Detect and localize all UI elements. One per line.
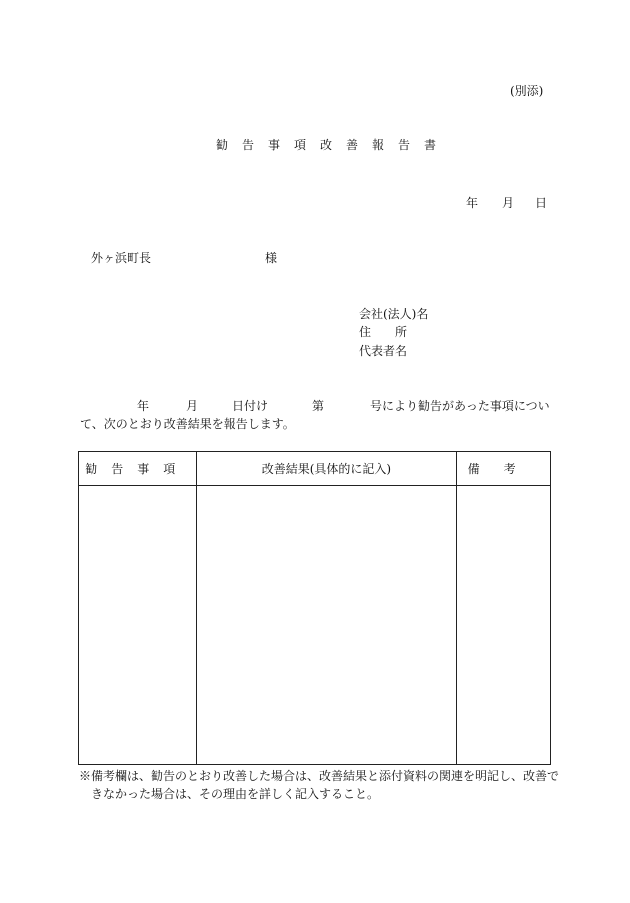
- intro-line2: て、次のとおり改善結果を報告します。: [80, 417, 295, 431]
- intro-year: 年: [137, 399, 150, 413]
- note-line1: ※備考欄は、勧告のとおり改善した場合は、改善結果と添付資料の関連を明記し、改善で: [79, 769, 560, 783]
- cell-recommendation[interactable]: [79, 486, 197, 765]
- header-remarks: 備考: [457, 452, 551, 486]
- header-recommendation: 勧告事項: [79, 452, 197, 486]
- intro-line1-rest: 号により勧告があった事項につい: [370, 399, 550, 413]
- date-year: 年: [466, 196, 479, 210]
- cell-remarks[interactable]: [457, 486, 551, 765]
- reporter-company: 会社(法人)名: [359, 307, 429, 321]
- intro-dated: 日付け: [232, 399, 269, 413]
- header-improvement-result: 改善結果(具体的に記入): [196, 452, 457, 486]
- intro-number-prefix: 第: [312, 399, 325, 413]
- cell-improvement-result[interactable]: [196, 486, 457, 765]
- document-title: 勧告事項改善報告書: [216, 138, 451, 152]
- reporter-representative: 代表者名: [359, 344, 408, 358]
- date-month: 月: [502, 196, 515, 210]
- note-line2: きなかった場合は、その理由を詳しく記入すること。: [91, 787, 380, 801]
- date-day: 日: [535, 196, 548, 210]
- intro-month: 月: [186, 399, 199, 413]
- report-table: [78, 451, 551, 765]
- reporter-address: 住 所: [359, 325, 408, 339]
- addressee-honorific: 様: [265, 251, 278, 265]
- addressee-name: 外ヶ浜町長: [91, 251, 152, 265]
- attachment-label: (別添): [510, 84, 544, 98]
